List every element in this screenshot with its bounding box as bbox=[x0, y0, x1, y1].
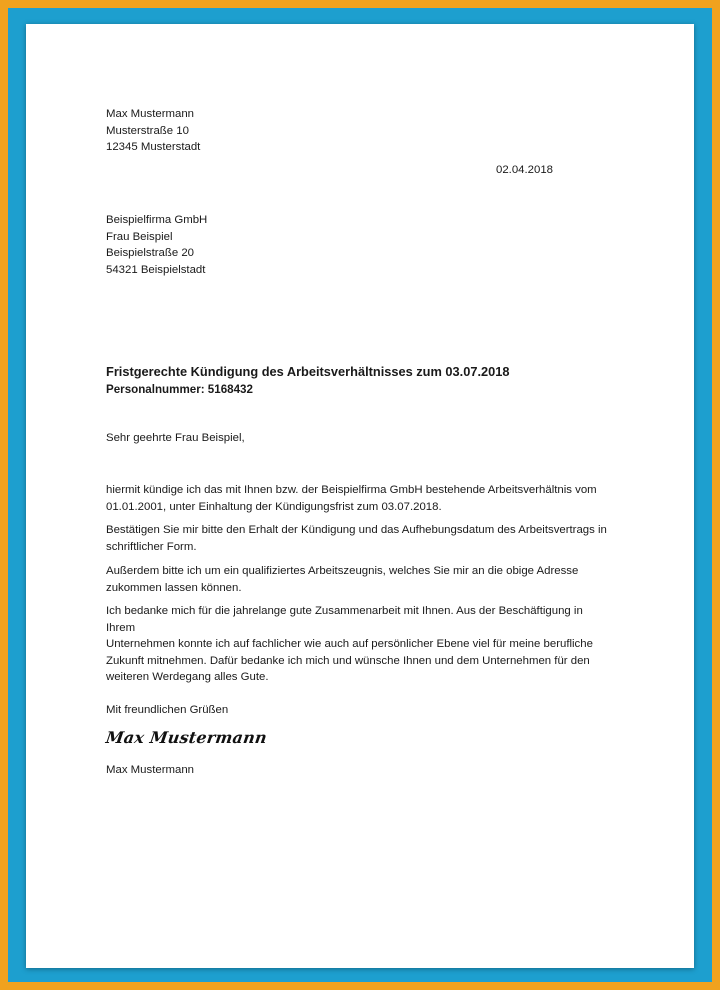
letter-date: 02.04.2018 bbox=[495, 164, 553, 176]
recipient-company: Beispielfirma GmbH bbox=[106, 214, 208, 226]
sender-city: 12345 Musterstadt bbox=[106, 141, 201, 154]
body-paragraph-3 bbox=[106, 563, 611, 596]
sender-name: Max Mustermann bbox=[106, 108, 194, 120]
paragraph-line: Außerdem bitte ich um ein qualifiziertes Arbeitszeugnis, welches Sie mir an die obige Adresse bbox=[106, 565, 579, 577]
recipient-contact: Frau Beispiel bbox=[106, 230, 173, 243]
salutation: Sehr geehrte Frau Beispiel, bbox=[106, 432, 245, 444]
closing-phrase: Mit freundlichen Grüßen bbox=[106, 704, 229, 716]
paragraph-line: zukommen lassen können. bbox=[106, 581, 242, 594]
paragraph-line: Unternehmen konnte ich auf fachlicher wie auch auf persönlicher Ebene viel für meine berufliche bbox=[106, 638, 593, 651]
recipient-city: 54321 Beispielstadt bbox=[106, 263, 206, 276]
subject-line: Fristgerechte Kündigung des Arbeitsverhältnisses zum 03.07.2018 bbox=[106, 364, 510, 379]
paragraph-line: Zukunft mitnehmen. Dafür bedanke ich mich und wünsche Ihnen und dem Unternehmen für den bbox=[106, 654, 590, 667]
paragraph-line: Bestätigen Sie mir bitte den Erhalt der Kündigung und das Aufhebungsdatum des Arbeitsvertrags in bbox=[106, 524, 607, 536]
paragraph-line: schriftlicher Form. bbox=[106, 540, 197, 553]
recipient-street: Beispielstraße 20 bbox=[106, 247, 195, 260]
personnel-number: Personalnummer: 5168432 bbox=[106, 383, 253, 396]
paragraph-line: Ich bedanke mich für die jahrelange gute Zusammenarbeit mit Ihnen. Aus der Beschäftigung in Ihrem bbox=[106, 605, 583, 634]
body-paragraph-4 bbox=[106, 603, 611, 686]
printed-name: Max Mustermann bbox=[106, 764, 194, 776]
paragraph-line: hiermit kündige ich das mit Ihnen bzw. der Beispielfirma GmbH bestehende Arbeitsverhältnis vom bbox=[106, 484, 597, 496]
paragraph-line: weiteren Werdegang alles Gute. bbox=[106, 671, 269, 684]
body-paragraph-2 bbox=[106, 522, 611, 555]
paragraph-line: 01.01.2001, unter Einhaltung der Kündigungsfrist zum 03.07.2018. bbox=[106, 500, 442, 513]
body-paragraph-1 bbox=[106, 482, 611, 515]
letter-page bbox=[26, 24, 694, 968]
handwritten-signature: Max Mustermann bbox=[104, 728, 269, 747]
sender-street: Musterstraße 10 bbox=[106, 124, 189, 137]
sender-address bbox=[106, 106, 200, 156]
recipient-address bbox=[106, 212, 207, 278]
